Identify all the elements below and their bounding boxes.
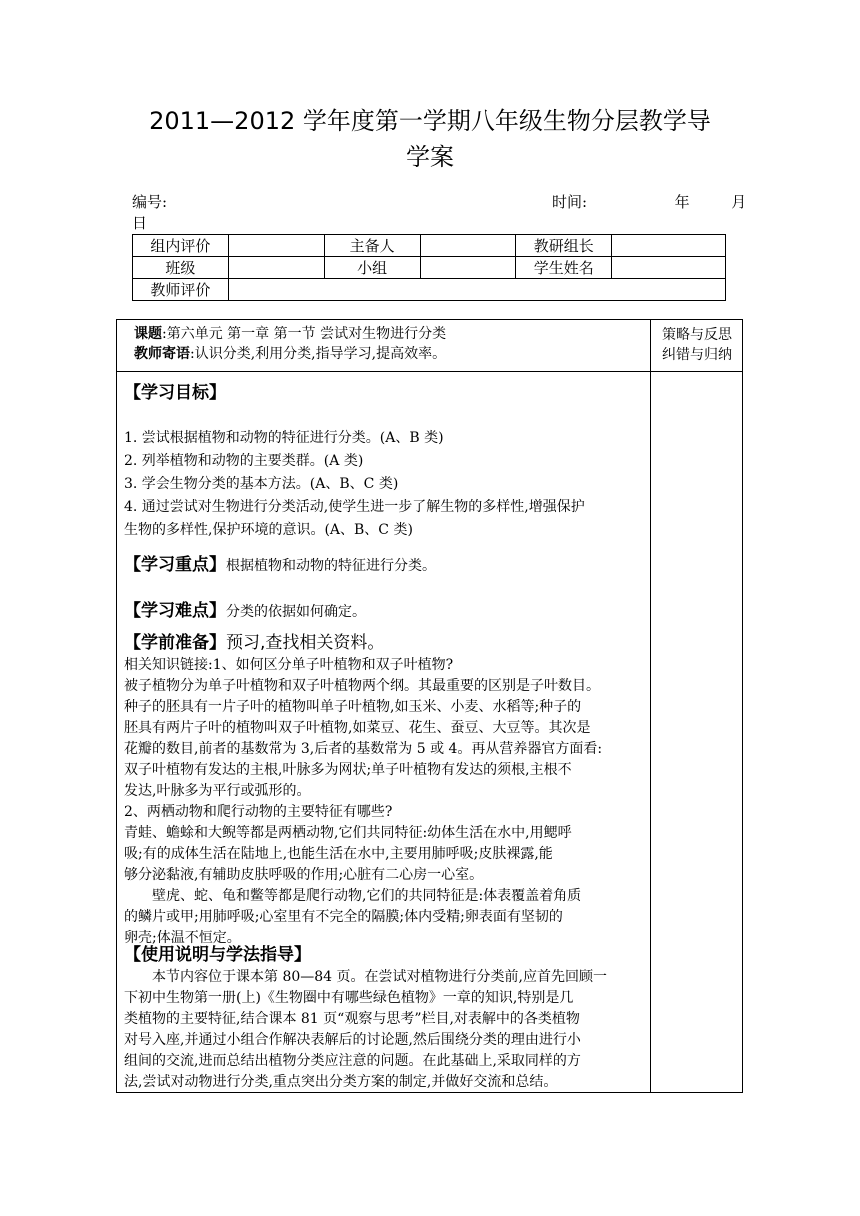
message-text: :认识分类,利用分类,指导学习,提高效率。	[190, 346, 447, 362]
table-row	[133, 279, 726, 301]
text-line: 发达,叶脉多为平行或弧形的。	[124, 783, 311, 799]
message-label: 教师寄语	[134, 346, 190, 362]
cell-group-label: 小组	[324, 257, 420, 279]
text-line: 类植物的主要特征,结合课本 81 页“观察与思考”栏目,对表解中的各类植物	[124, 1011, 580, 1027]
text-line: 青蛙、蟾蜍和大鲵等都是两栖动物,它们共同特征:幼体生活在水中,用鳃呼	[124, 825, 572, 841]
topic-text: :第六单元 第一章 第一节 尝试对生物进行分类	[162, 326, 447, 342]
text-line: 花瓣的数目,前者的基数常为 3,后者的基数常为 5 或 4。再从营养器官方面看:	[124, 741, 603, 757]
side-header-line-2: 纠错与归纳	[662, 347, 732, 363]
document-title	[0, 103, 860, 175]
goals-list	[124, 427, 644, 542]
difficulty-section	[124, 596, 366, 621]
cell-team-leader-label: 教研组长	[516, 235, 612, 257]
cell-preparer-value[interactable]	[420, 235, 516, 257]
info-table	[132, 234, 726, 301]
focus-text: 根据植物和动物的特征进行分类。	[226, 558, 436, 574]
date-field	[552, 191, 746, 212]
cell-group-value[interactable]	[420, 257, 516, 279]
text-line: 组间的交流,进而总结出植物分类应注意的问题。在此基础上,采取同样的方	[124, 1053, 581, 1069]
table-row	[133, 235, 726, 257]
side-header-line-1: 策略与反思	[662, 327, 732, 343]
goal-item: 2. 列举植物和动物的主要类群。(A 类)	[124, 453, 364, 469]
cell-class-value[interactable]	[228, 257, 324, 279]
prep-text: 预习,查找相关资料。	[226, 633, 385, 653]
cell-class-label: 班级	[133, 257, 229, 279]
cell-teacher-eval-label: 教师评价	[133, 279, 229, 301]
topic-label: 课题	[134, 326, 162, 342]
year-label: 年	[674, 193, 690, 211]
text-line: 相关知识链接:1、如何区分单子叶植物和双子叶植物?	[124, 657, 454, 673]
time-label: 时间:	[552, 193, 588, 211]
column-divider	[650, 319, 651, 1093]
cell-group-eval-label: 组内评价	[133, 235, 229, 257]
text-line: 吸;有的成体生活在陆地上,也能生活在水中,主要用肺呼吸;皮肤裸露,能	[124, 846, 553, 862]
title-line-1: 2011—2012 学年度第一学期八年级生物分层教学导	[149, 107, 711, 135]
text-line: 2、两栖动物和爬行动物的主要特征有哪些?	[124, 804, 393, 820]
header-divider	[116, 371, 743, 372]
text-line: 下初中生物第一册(上)《生物圈中有哪些绿色植物》一章的知识,特别是几	[124, 990, 574, 1006]
cell-preparer-label: 主备人	[324, 235, 420, 257]
text-line: 法,尝试对动物进行分类,重点突出分类方案的制定,并做好交流和总结。	[124, 1074, 558, 1090]
text-line: 被子植物分为单子叶植物和双子叶植物两个纲。其最重要的区别是子叶数目。	[124, 678, 600, 694]
goals-heading: 【学习目标】	[124, 383, 226, 403]
goal-item: 生物的多样性,保护环境的意识。(A、B、C 类)	[124, 522, 413, 538]
goal-item: 3. 学会生物分类的基本方法。(A、B、C 类)	[124, 476, 399, 492]
cell-student-name-value[interactable]	[612, 257, 726, 279]
text-line: 双子叶植物有发达的主根,叶脉多为网状;单子叶植物有发达的须根,主根不	[124, 762, 572, 778]
usage-body	[124, 967, 642, 1093]
text-line: 壁虎、蛇、龟和鳖等都是爬行动物,它们的共同特征是:体表覆盖着角质	[124, 888, 582, 904]
text-line: 种子的胚具有一片子叶的植物叫单子叶植物,如玉米、小麦、水稻等;种子的	[124, 699, 582, 715]
number-label: 编号:	[132, 193, 168, 211]
text-line: 卵壳;体温不恒定。	[124, 930, 241, 946]
month-label: 月	[731, 193, 747, 211]
focus-section	[124, 550, 436, 575]
difficulty-text: 分类的依据如何确定。	[226, 604, 366, 620]
title-line-2: 学案	[406, 143, 454, 171]
cell-student-name-label: 学生姓名	[516, 257, 612, 279]
usage-heading: 【使用说明与学法指导】	[124, 945, 311, 965]
text-line: 本节内容位于课本第 80—84 页。在尝试对植物进行分类前,应首先回顾一	[124, 969, 607, 985]
table-row	[133, 257, 726, 279]
text-line: 够分泌黏液,有辅助皮肤呼吸的作用;心脏有二心房一心室。	[124, 867, 484, 883]
focus-heading: 【学习重点】	[124, 555, 226, 575]
text-line: 的鳞片或甲;用肺呼吸;心室里有不完全的隔膜;体内受精;卵表面有坚韧的	[124, 909, 563, 925]
day-label: 日	[132, 214, 148, 232]
cell-team-leader-value[interactable]	[612, 235, 726, 257]
prep-section	[124, 628, 384, 653]
cell-group-eval-value[interactable]	[228, 235, 324, 257]
text-line: 对号入座,并通过小组合作解决表解后的讨论题,然后围绕分类的理由进行小	[124, 1032, 581, 1048]
goal-item: 4. 通过尝试对生物进行分类活动,使学生进一步了解生物的多样性,增强保护	[124, 499, 585, 515]
lesson-header	[134, 324, 446, 364]
goal-item: 1. 尝试根据植物和动物的特征进行分类。(A、B 类)	[124, 430, 444, 446]
prep-body	[124, 655, 642, 949]
difficulty-heading: 【学习难点】	[124, 601, 226, 621]
prep-heading: 【学前准备】	[124, 633, 226, 653]
text-line: 胚具有两片子叶的植物叫双子叶植物,如菜豆、花生、蚕豆、大豆等。其次是	[124, 720, 591, 736]
cell-teacher-eval-value[interactable]	[228, 279, 725, 301]
side-column-header	[652, 325, 742, 365]
